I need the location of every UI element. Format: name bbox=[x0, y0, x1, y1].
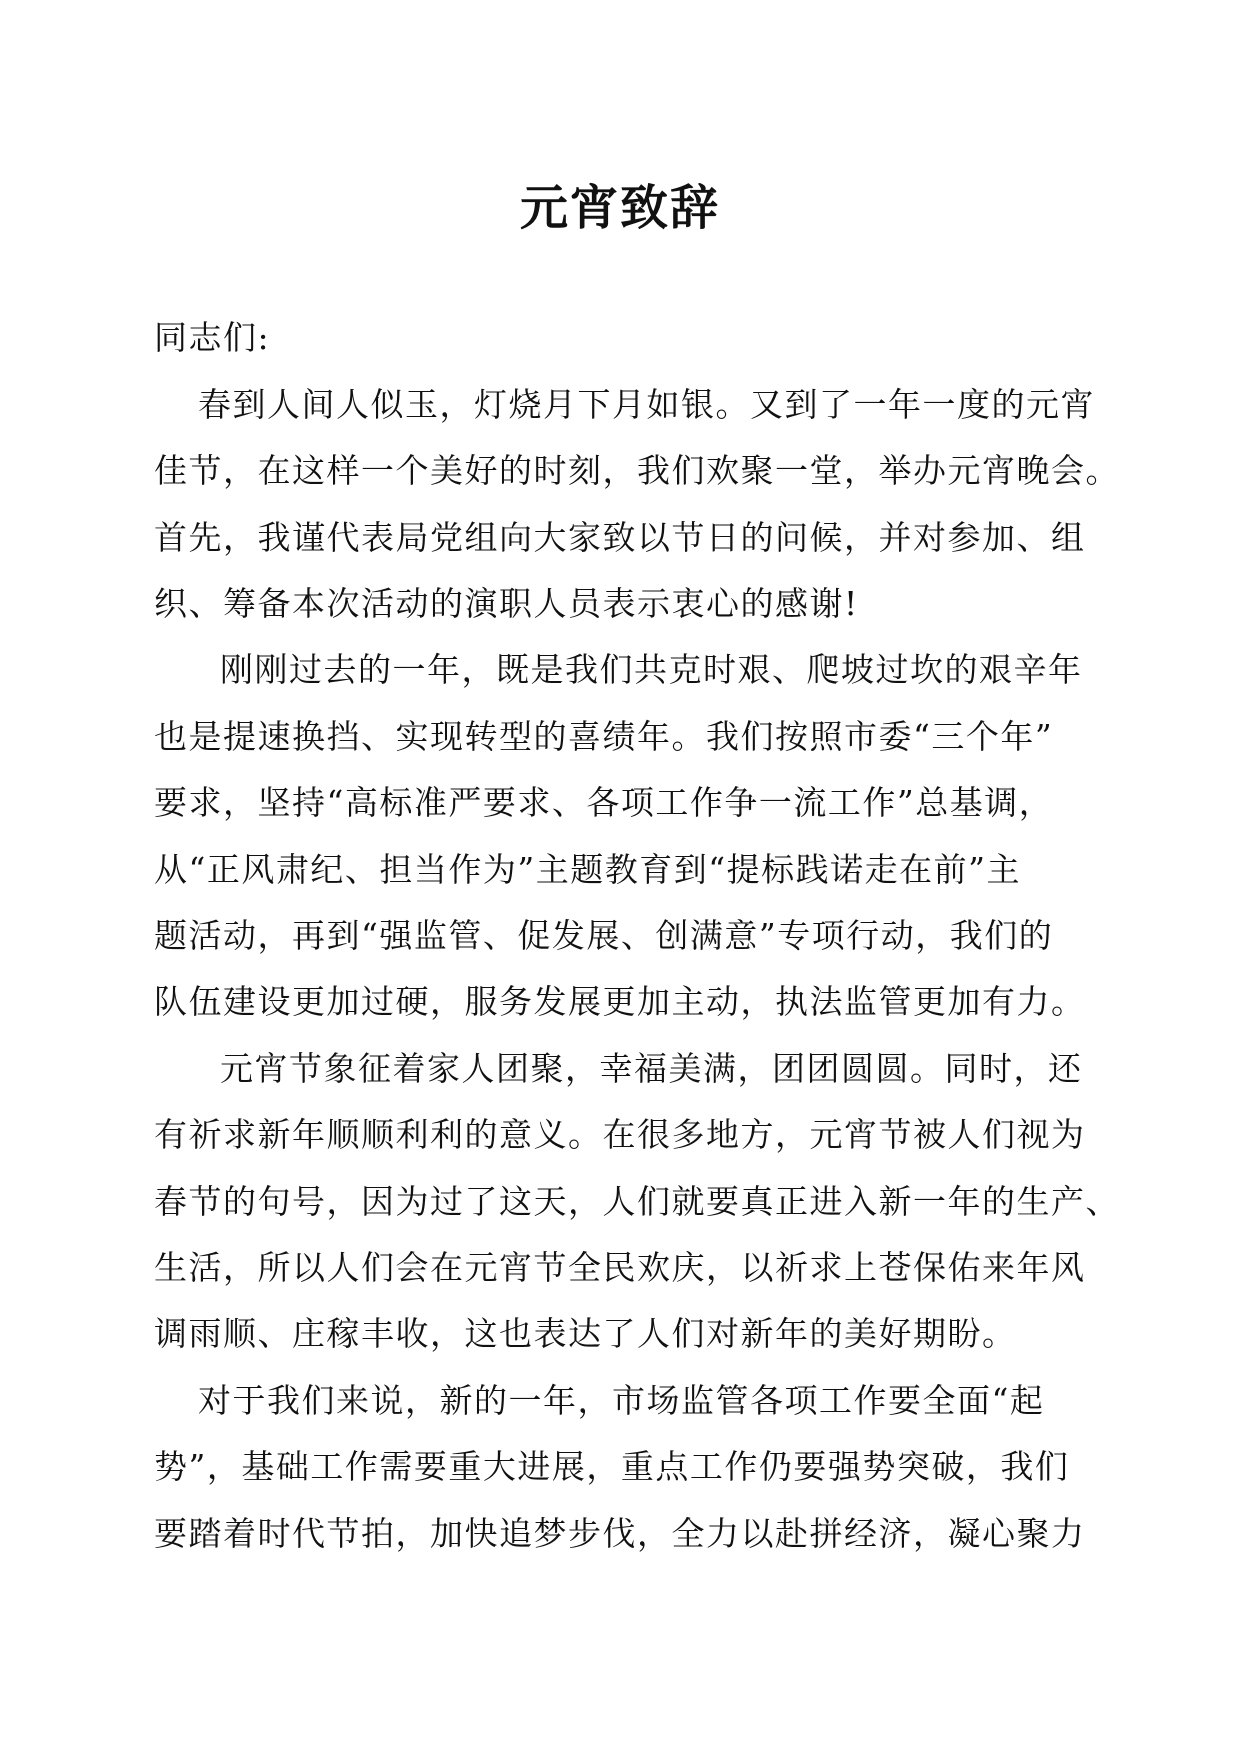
body-line: 织、筹备本次活动的演职人员表示衷心的感谢! bbox=[154, 584, 859, 623]
body-line: 势”，基础工作需要重大进展，重点工作仍要强势突破，我们 bbox=[154, 1447, 1070, 1486]
body-line: 春节的句号，因为过了这天，人们就要真正进入新一年的生产、 bbox=[154, 1182, 1120, 1221]
body-line: 题活动，再到“强监管、促发展、创满意”专项行动，我们的 bbox=[154, 916, 1054, 955]
body-line: 元宵节象征着家人团聚，幸福美满，团团圆圆。同时，还 bbox=[220, 1049, 1083, 1088]
body-line: 也是提速换挡、实现转型的喜绩年。我们按照市委“三个年” bbox=[154, 717, 1054, 756]
body-line: 有祈求新年顺顺利利的意义。在很多地方，元宵节被人们视为 bbox=[154, 1115, 1086, 1154]
document-title: 元宵致辞 bbox=[519, 180, 720, 236]
body-line: 生活，所以人们会在元宵节全民欢庆，以祈求上苍保佑来年风 bbox=[154, 1248, 1086, 1287]
body-line: 春到人间人似玉，灯烧月下月如银。又到了一年一度的元宵 bbox=[198, 385, 1095, 424]
body-line: 佳节，在这样一个美好的时刻，我们欢聚一堂，举办元宵晚会。 bbox=[154, 451, 1120, 490]
body-line: 调雨顺、庄稼丰收，这也表达了人们对新年的美好期盼。 bbox=[154, 1314, 1017, 1353]
body-line: 首先，我谨代表局党组向大家致以节日的问候，并对参加、组 bbox=[154, 518, 1086, 557]
body-line: 刚刚过去的一年，既是我们共克时艰、爬坡过坎的艰辛年 bbox=[220, 650, 1083, 689]
body-line: 要踏着时代节拍，加快追梦步伐，全力以赴拼经济，凝心聚力 bbox=[154, 1514, 1086, 1553]
body-line-salutation: 同志们: bbox=[154, 318, 271, 357]
body-line: 对于我们来说，新的一年，市场监管各项工作要全面“起 bbox=[198, 1381, 1045, 1420]
body-line: 要求，坚持“高标准严要求、各项工作争一流工作”总基调， bbox=[154, 783, 1054, 822]
body-line: 队伍建设更加过硬，服务发展更加主动，执法监管更加有力。 bbox=[154, 982, 1086, 1021]
body-line: 从“正风肃纪、担当作为”主题教育到“提标践诺走在前”主 bbox=[154, 850, 1021, 889]
